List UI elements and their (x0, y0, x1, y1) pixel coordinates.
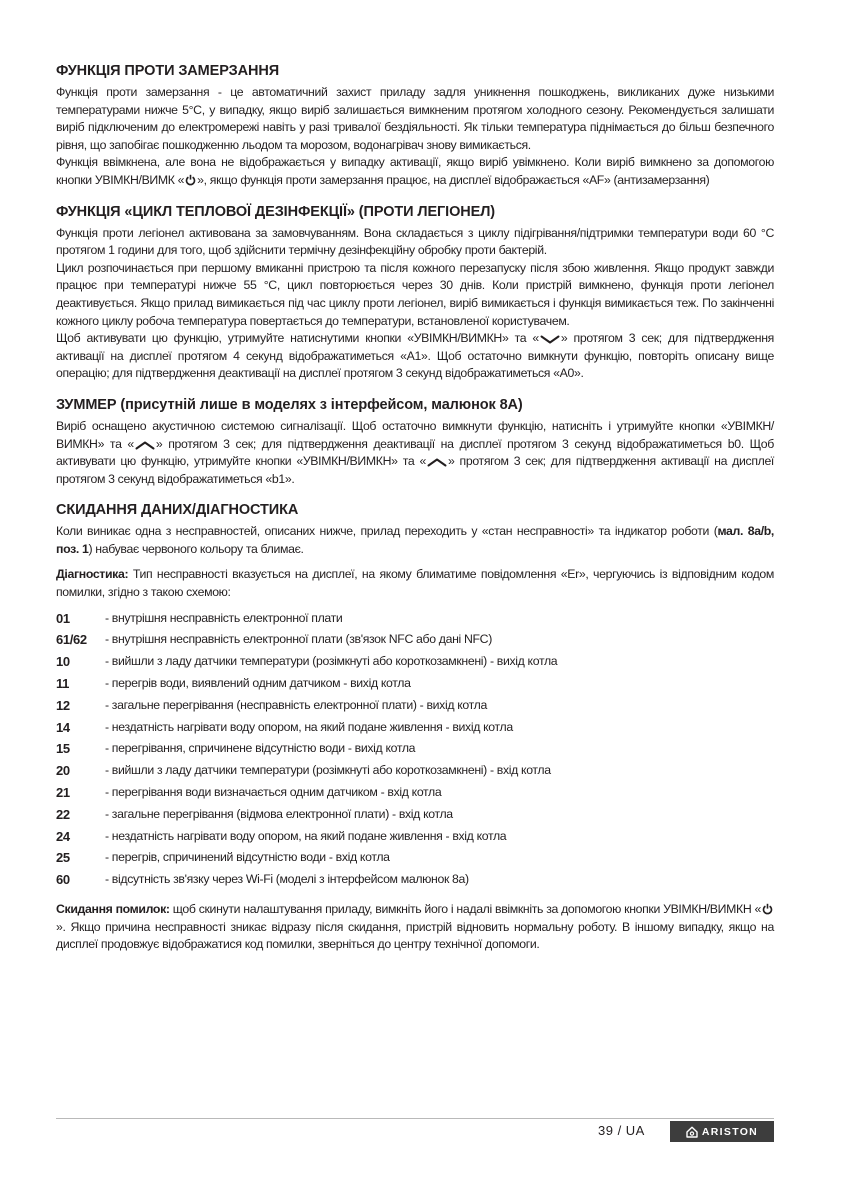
legionella-paragraph-1: Функція проти легіонел активована за замовчуванням. Вона складається з циклу підігрівання/підтримки температури води 60 °C протягом 1 години для того, щоб здійснити термічну дезінфекційну обробку проти бактерій. (56, 225, 774, 258)
error-code-row: 10 - вийшли з ладу датчики температури (розімкнуті або короткозамкнені) - вихід котла (56, 654, 558, 670)
footer-divider (56, 1118, 774, 1119)
page-content (56, 62, 774, 967)
legionella-paragraph-3: Щоб активувати цю функцію, утримуйте натиснутими кнопки «УВІМКН/ВИМКН» та « » протягом 3 сек; для підтвердження активації на дисплеї протягом 4 секунд відображатиметься «A1». Щоб остаточно вимкнути функцію, повторіть описану вище операцію; для підтвердження деактивації на дисплеї протягом 3 секунд відображатиметься «A0». (56, 331, 774, 381)
brand-name: ARISTON (701, 1125, 759, 1138)
reset-title: СКИДАННЯ ДАНИХ/ДІАГНОСТИКА (56, 502, 299, 519)
error-code-row: 20 - вийшли з ладу датчики температури (розімкнуті або короткозамкнені) - вхід котла (56, 763, 551, 779)
power-icon (762, 903, 773, 915)
section-antifreeze (56, 62, 774, 190)
figure-reference: мал. 8a/b, поз. 1 (56, 524, 774, 556)
error-reset-paragraph: Скидання помилок: щоб скинути налаштування приладу, вимкніть його і надалі ввімкніть за допомогою кнопки УВІМКН/ВИМКН «». Якщо причина несправності зникає відразу після скидання, пристрій відновить нормальну роботу. В іншому випадку, якщо на дисплеї продовжує відображатися код помилки, зверніться до центру технічної допомоги. (56, 902, 774, 952)
error-code-row: 24 - нездатність нагрівати воду опором, на який подане живлення - вхід котла (56, 828, 507, 844)
error-reset-label: Скидання помилок: (56, 902, 170, 917)
diagnostics-paragraph: Діагностика: Тип несправності вказується на дисплеї, на якому блиматиме повідомлення «Er», чергуючись із відповідним кодом помилки, згідно з такою схемою: (56, 567, 774, 600)
error-code-row: 14 - нездатність нагрівати воду опором, на який подане живлення - вихід котла (56, 719, 513, 735)
error-code-row: 15 - перегрівання, спричинене відсутністю води - вихід котла (56, 741, 416, 757)
section-buzzer (56, 396, 774, 488)
home-icon (686, 1126, 698, 1138)
error-code-row: 12 - загальне перегрівання (несправність електронної плати) - вихід котла (56, 697, 487, 713)
error-code-row: 25 - перегрів, спричинений відсутністю води - вхід котла (56, 850, 390, 866)
section-legionella (56, 203, 774, 383)
antifreeze-paragraph-1: Функція проти замерзання - це автоматичний захист приладу задля уникнення пошкоджень, викликаних дуже низькими температурами нижче 5°С, у випадку, якщо виріб залишається вимкненим протягом холодного сезону. Рекомендується залишати виріб підключеним до електромережі навіть у разі тривалої бездіяльності. Як тільки температура піднімається до більш безпечного рівня, що запобігає пошкодженню льодом та морозом, водонагрівач знову вимикається. (56, 85, 774, 152)
reset-paragraph-1: Коли виникає одна з несправностей, описаних нижче, прилад переходить у «стан несправності» та індикатор роботи (мал. 8a/b, поз. 1) набуває червоного кольору та блимає. (56, 524, 774, 556)
chevron-up-icon (427, 458, 447, 467)
legionella-title: ФУНКЦІЯ «ЦИКЛ ТЕПЛОВОЇ ДЕЗІНФЕКЦІЇ» (ПРОТИ ЛЕГІОНЕЛ) (56, 203, 496, 220)
antifreeze-paragraph-2: Функція ввімкнена, але вона не відображається у випадку активації, якщо виріб увімкнено. Коли виріб вимкнено за допомогою кнопки УВІМКН/ВИМК « », якщо функція проти замерзання працює, на дисплеї відображається «AF» (антизамерзання) (56, 155, 774, 187)
section-reset (56, 501, 774, 954)
error-code-row: 60 - відсутність зв'язку через Wi-Fi (моделі з інтерфейсом малюнок 8a) (56, 872, 469, 888)
power-icon (185, 174, 196, 186)
error-code-row: 01 - внутрішня несправність електронної плати (56, 610, 343, 626)
chevron-up-icon (135, 441, 155, 450)
legionella-paragraph-2: Цикл розпочинається при першому вмиканні пристрою та після кожного перезапуску після збою живлення. Якщо продукт завжди працює при температурі нижче 55 °C, цикл повторюється через 30 днів. Коли пристрій вимкнено, функція проти легіонел деактивується. Якщо прилад вимикається під час циклу проти легіонел, виріб вимикається і функція вимикається теж. По закінченні кожного циклу робоча температура повертається до температури, встановленої користувачем. (56, 260, 774, 328)
error-code-list (56, 608, 774, 891)
error-code-row: 11 - перегрів води, виявлений одним датчиком - вихід котла (56, 676, 411, 692)
page-number: 39 / UA (598, 1123, 645, 1138)
error-code-row: 21 - перегрівання води визначається одним датчиком - вхід котла (56, 785, 442, 801)
error-code-row: 61/62 - внутрішня несправність електронної плати (зв'язок NFC або дані NFC) (56, 632, 492, 648)
buzzer-paragraph: Виріб оснащено акустичною системою сигналізації. Щоб остаточно вимкнути функцію, натисніть і утримуйте кнопки «УВІМКН/ВИМКН» та « » протягом 3 сек; для підтвердження деактивації на дисплеї протягом 3 секунд відображатиметься b0. Щоб активувати цю функцію, утримуйте кнопки «УВІМКН/ВИМКН» та « » протягом 3 сек; для підтвердження активації на дисплеї протягом 3 секунд відображатиметься «b1». (56, 418, 775, 486)
buzzer-title: ЗУММЕР (присутній лише в моделях з інтерфейсом, малюнок 8A) (56, 396, 523, 413)
ariston-logo (670, 1121, 774, 1142)
antifreeze-title: ФУНКЦІЯ ПРОТИ ЗАМЕРЗАННЯ (56, 63, 280, 79)
chevron-down-icon (540, 335, 560, 344)
error-code-row: 22 - загальне перегрівання (відмова електронної плати) - вхід котла (56, 806, 453, 822)
diagnostics-label: Діагностика: (56, 567, 129, 582)
